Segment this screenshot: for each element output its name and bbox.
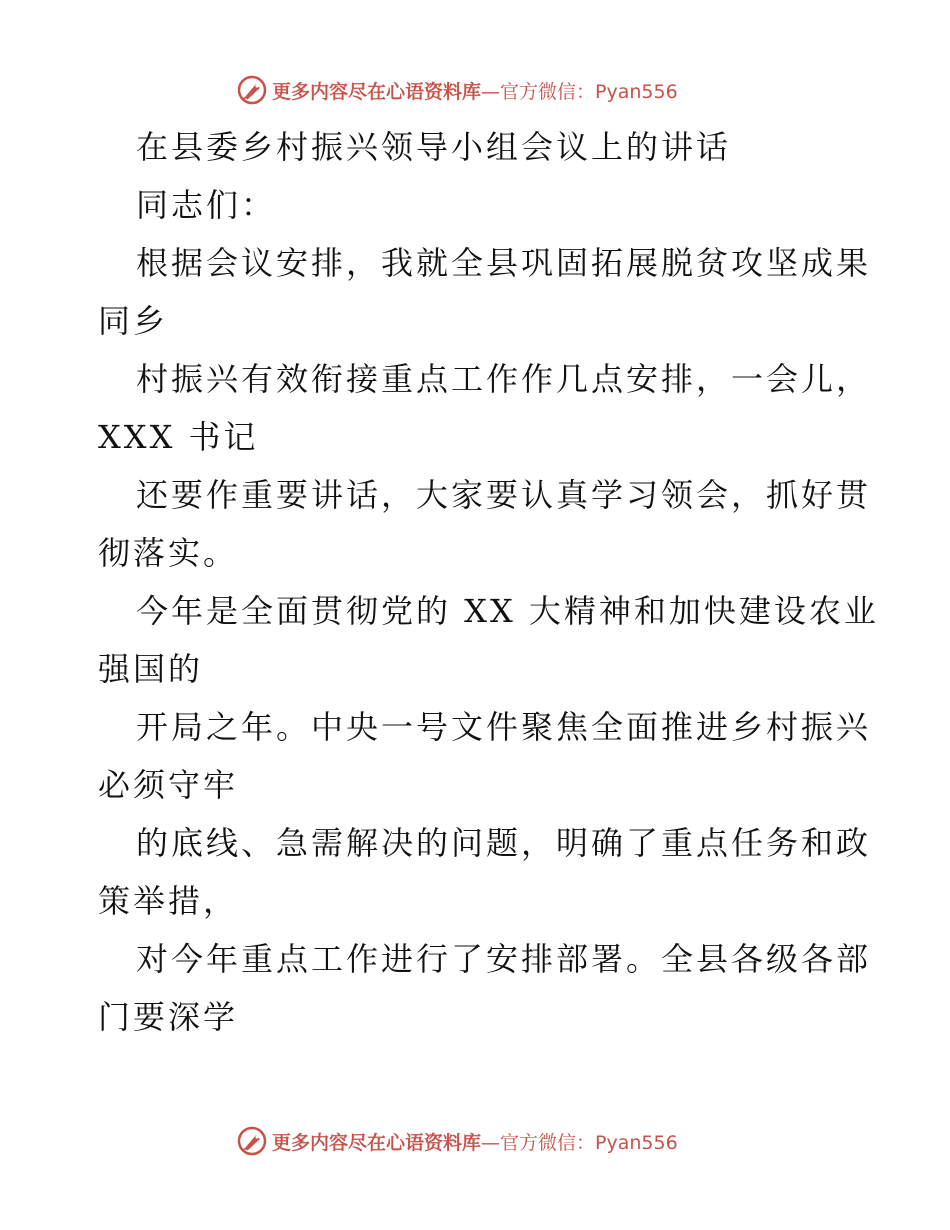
paragraph-line: 还要作重要讲话，大家要认真学习领会，抓好贯 — [136, 476, 872, 514]
paragraph-line: 今年是全面贯彻党的 XX 大精神和加快建设农业 — [136, 592, 879, 630]
pen-nib-logo-icon — [236, 74, 268, 106]
paragraph-line: 开局之年。中央一号文件聚焦全面推进乡村振兴 — [136, 708, 872, 746]
paragraph-line: 的底线、急需解决的问题，明确了重点任务和政 — [136, 824, 872, 862]
footer-watermark — [236, 1124, 678, 1158]
paragraph-line: 必须守牢 — [98, 766, 239, 804]
paragraph-line: 门要深学 — [98, 998, 239, 1036]
watermark-site-text: 更多内容尽在心语资料库 — [272, 1131, 482, 1154]
watermark-wechat-text: 官方微信：Pyan556 — [500, 80, 678, 103]
watermark-wechat-text: 官方微信：Pyan556 — [500, 1131, 678, 1154]
watermark-site-text: 更多内容尽在心语资料库 — [272, 80, 482, 103]
watermark-text — [272, 77, 678, 104]
watermark-text — [272, 1128, 678, 1155]
paragraph-line: 强国的 — [98, 650, 204, 688]
salutation: 同志们： — [136, 186, 277, 224]
paragraph-line: XXX 书记 — [98, 418, 259, 456]
watermark-dash: — — [481, 1131, 501, 1154]
header-watermark — [236, 73, 678, 107]
paragraph-line: 彻落实。 — [98, 534, 239, 572]
paragraph-line: 策举措， — [98, 882, 239, 920]
document-body — [98, 118, 879, 1046]
watermark-dash: — — [481, 80, 501, 103]
pen-nib-logo-icon — [236, 1125, 268, 1157]
paragraph-line: 对今年重点工作进行了安排部署。全县各级各部 — [136, 940, 872, 978]
paragraph-line: 同乡 — [98, 302, 169, 340]
document-title: 在县委乡村振兴领导小组会议上的讲话 — [136, 128, 732, 166]
paragraph-line: 村振兴有效衔接重点工作作几点安排，一会儿， — [136, 360, 872, 398]
paragraph-line: 根据会议安排，我就全县巩固拓展脱贫攻坚成果 — [136, 244, 872, 282]
